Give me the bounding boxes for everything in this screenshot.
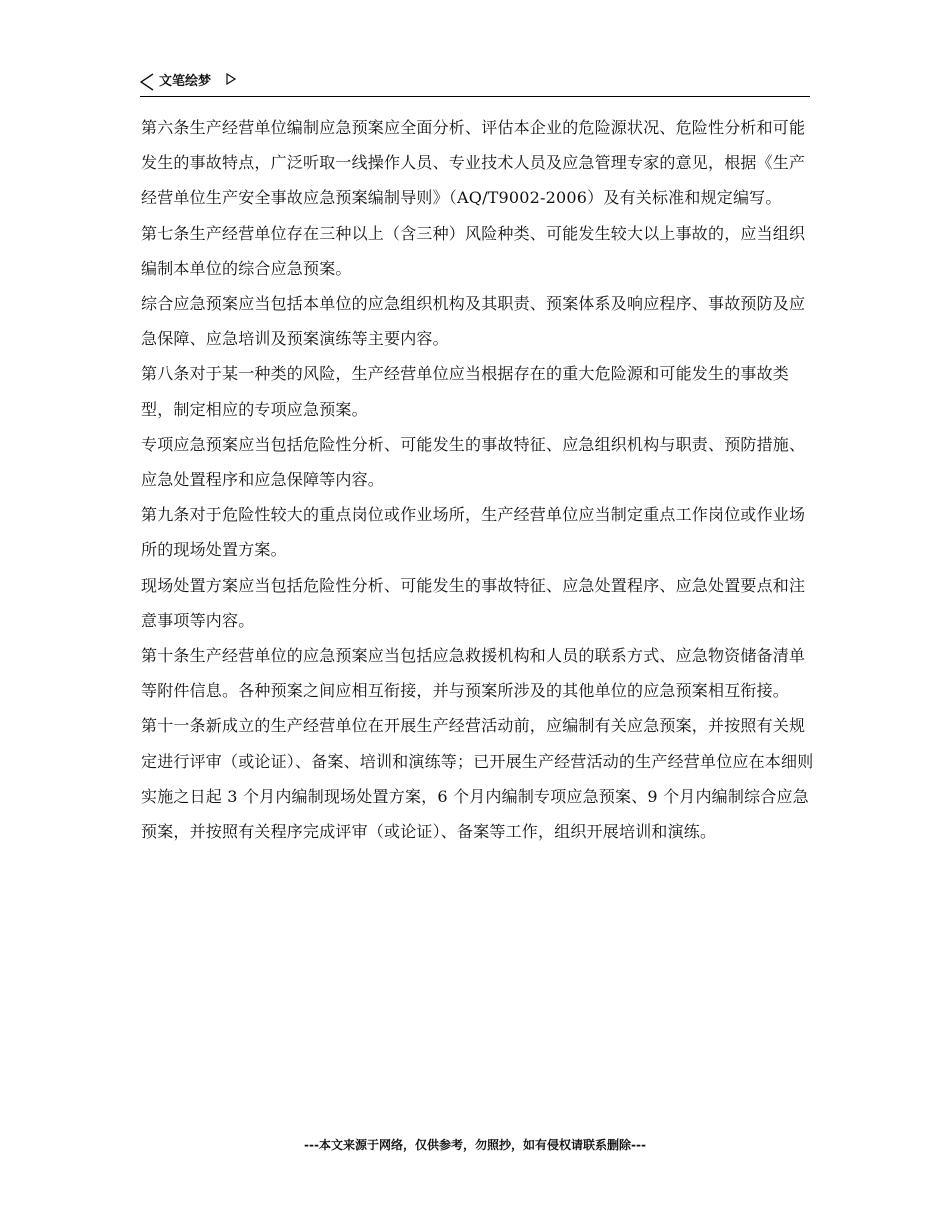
paragraph-special-plan: 专项应急预案应当包括危险性分析、可能发生的事故特征、应急组织机构与职责、预防措施、应急处置程序和应急保障等内容。 (141, 434, 806, 490)
page-header (140, 70, 810, 97)
paragraph-comprehensive-plan: 综合应急预案应当包括本单位的应急组织机构及其职责、预案体系及响应程序、事故预防及应急保障、应急培训及预案演练等主要内容。 (141, 294, 806, 349)
paragraph-article-6: 第六条生产经营单位编制应急预案应全面分析、评估本企业的危险源状况、危险性分析和可能发生的事故特点，广泛听取一线操作人员、专业技术人员及应急管理专家的意见，根据《生产经营单位生产安全事故应急预案编制导则》（AQ/T9002-2006）及有关标准和规定编写。 (141, 118, 806, 208)
triangle-left-icon (140, 73, 154, 91)
paragraph-article-7: 第七条生产经营单位存在三种以上（含三种）风险种类、可能发生较大以上事故的，应当组织编制本单位的综合应急预案。 (141, 223, 806, 278)
paragraph-article-10: 第十条生产经营单位的应急预案应当包括应急救援机构和人员的联系方式、应急物资储备清单等附件信息。各种预案之间应相互衔接，并与预案所涉及的其他单位的应急预案相互衔接。 (141, 646, 806, 701)
paragraph-onsite-plan: 现场处置方案应当包括危险性分析、可能发生的事故特征、应急处置程序、应急处置要点和注意事项等内容。 (141, 575, 806, 630)
paragraph-article-9: 第九条对于危险性较大的重点岗位或作业场所，生产经营单位应当制定重点工作岗位或作业场所的现场处置方案。 (141, 505, 806, 560)
paragraph-article-8: 第八条对于某一种类的风险，生产经营单位应当根据存在的重大危险源和可能发生的事故类型，制定相应的专项应急预案。 (141, 364, 790, 419)
header-title: 文笔绘梦 (159, 74, 212, 89)
document-body (141, 110, 816, 849)
paragraph-article-11: 第十一条新成立的生产经营单位在开展生产经营活动前，应编制有关应急预案，并按照有关规定进行评审（或论证）、备案、培训和演练等；已开展生产经营活动的生产经营单位应在本细则实施之日起 3 个月内编制现场处置方案，6 个月内编制专项应急预案、9 个月内编制综合应急预案，并按照有关程序完成评审（或论证）、备案等工作，组织开展培训和演练。 (141, 716, 814, 842)
footer-disclaimer: ---本文来源于网络，仅供参考，勿照抄，如有侵权请联系删除--- (304, 1138, 646, 1152)
triangle-right-icon (226, 73, 236, 85)
